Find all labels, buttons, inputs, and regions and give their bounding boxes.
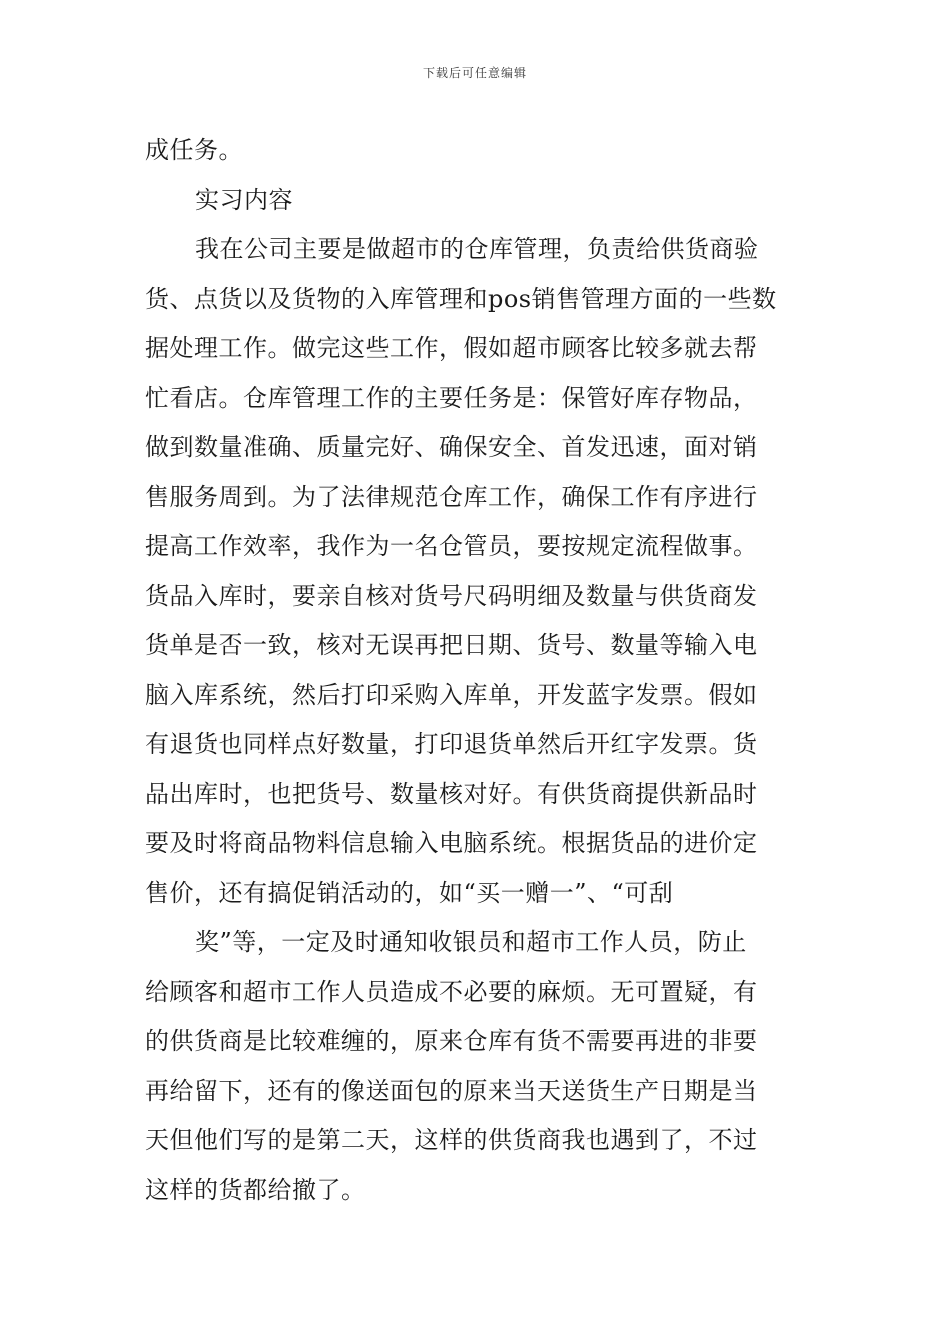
text-line: 售价，还有搞促销活动的，如“买一赠一”、“可刮 — [145, 878, 674, 907]
text-line: 提高工作效率，我作为一名仓管员，要按规定流程做事。 — [145, 532, 758, 560]
section-heading: 实习内容 — [195, 185, 293, 214]
text-line: 做到数量准确、质量完好、确保安全、首发迅速，面对销 — [145, 433, 758, 461]
text-line: 的供货商是比较难缠的，原来仓库有货不需要再进的非要 — [145, 1027, 758, 1055]
text-line: 货单是否一致，核对无误再把日期、货号、数量等输入电 — [145, 631, 758, 659]
text-line: 奖”等，一定及时通知收银员和超市工作人员，防止 — [195, 928, 747, 956]
text-line: 要及时将商品物料信息输入电脑系统。根据货品的进价定 — [145, 829, 758, 857]
page-header: 下载后可任意编辑 — [422, 66, 527, 80]
text-line: 成任务。 — [145, 136, 243, 164]
text-line: 脑入库系统，然后打印采购入库单，开发蓝字发票。假如 — [145, 680, 758, 709]
text-line: 这样的货都给撤了。 — [145, 1175, 366, 1204]
text-line: 再给留下，还有的像送面包的原来当天送货生产日期是当 — [145, 1076, 758, 1105]
text-line: 售服务周到。为了法律规范仓库工作，确保工作有序进行 — [145, 482, 758, 511]
text-line: 有退货也同样点好数量，打印退货单然后开红字发票。货 — [145, 730, 758, 758]
text-line: 我在公司主要是做超市的仓库管理，负责给供货商验 — [195, 235, 759, 263]
document-body — [145, 126, 810, 1215]
text-line: 忙看店。仓库管理工作的主要任务是：保管好库存物品， — [145, 383, 758, 412]
text-line: 天但他们写的是第二天，这样的供货商我也遇到了，不过 — [145, 1126, 758, 1154]
text-line: 据处理工作。做完这些工作，假如超市顾客比较多就去帮 — [145, 334, 758, 362]
text-line: 货品入库时，要亲自核对货号尺码明细及数量与供货商发 — [145, 581, 758, 610]
text-line: 给顾客和超市工作人员造成不必要的麻烦。无可置疑，有 — [145, 977, 758, 1006]
text-line: 品出库时，也把货号、数量核对好。有供货商提供新品时 — [145, 779, 758, 808]
text-line: 货、点货以及货物的入库管理和pos销售管理方面的一些数 — [145, 284, 777, 313]
